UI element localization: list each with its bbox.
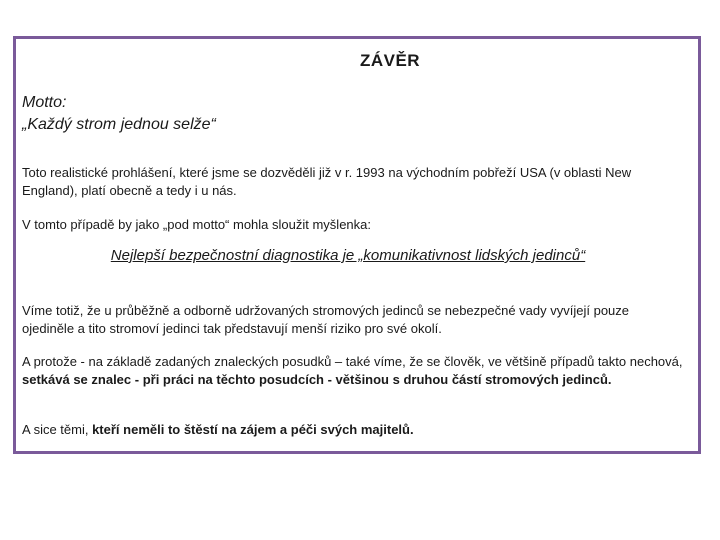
paragraph-conclusion-plain: A sice těmi,	[22, 422, 93, 437]
paragraph-conclusion	[22, 421, 684, 439]
paragraph-conclusion-bold: kteří neměli to štěstí na zájem a péči svých majitelů.	[92, 422, 414, 437]
paragraph-maintained-trees: Víme totiž, že u průběžně a odborně udržovaných stromových jedinců se nebezpečné vady vyvíjejí pouze ojediněle a tito stromoví jedinci tak představují menší riziko pro své okolí.	[22, 303, 630, 336]
motto-quote: „Každý strom jednou selže“	[22, 116, 216, 133]
paragraph-expert-findings	[22, 353, 684, 389]
highlight-statement: Nejlepší bezpečnostní diagnostika je „komunikativnost lidských jedinců“	[110, 247, 586, 264]
slide-title: ZÁVĚR	[359, 51, 421, 70]
motto-label: Motto:	[22, 94, 67, 111]
slide-frame	[13, 36, 701, 454]
motto-block	[22, 92, 216, 136]
paragraph-motto-thought: V tomto případě by jako „pod motto“ mohla sloužit myšlenka:	[22, 217, 371, 232]
paragraph-expert-findings-plain: A protože - na základě zadaných znaleckých posudků – také víme, že se člověk, ve většině případů takto nechová,	[22, 354, 683, 369]
paragraph-intro: Toto realistické prohlášení, které jsme se dozvěděli již v r. 1993 na východním pobřeží USA (v oblasti New England), platí obecně a tedy i u nás.	[22, 165, 632, 198]
paragraph-expert-findings-bold: setkává se znalec - při práci na těchto posudcích - většinou s druhou částí stromových jedinců.	[22, 372, 612, 387]
